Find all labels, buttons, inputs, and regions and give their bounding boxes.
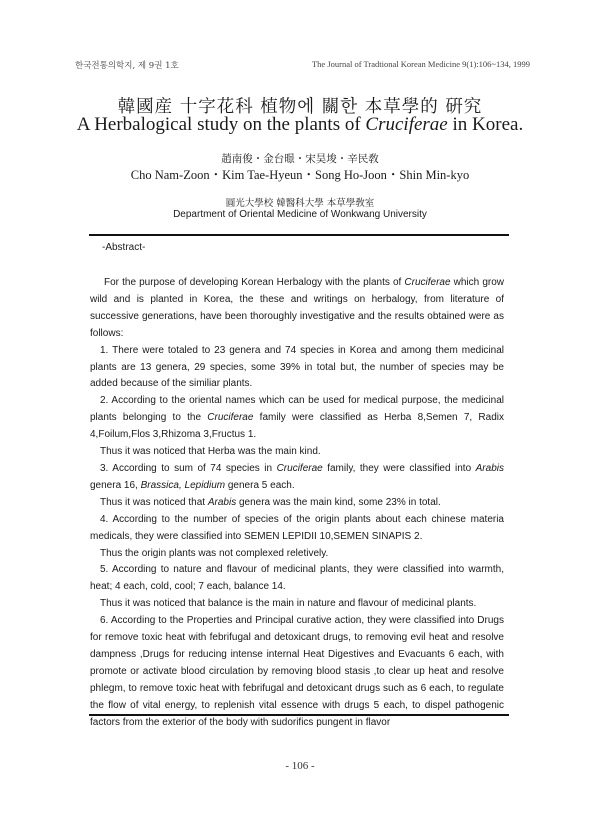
abstract-bottom-rule — [89, 714, 509, 716]
title-english — [0, 114, 600, 136]
authors-english: Cho Nam-Zoon・Kim Tae-Hyeun・Song Ho-Joon・Shin Min-kyo — [130, 168, 470, 182]
title-english-part2: in Korea. — [447, 114, 524, 135]
abstract-label: -Abstract- — [102, 242, 146, 253]
abstract-paragraph: Thus it was noticed that Arabis genera was the main kind, some 23% in total. — [100, 496, 441, 508]
abstract-paragraph: Thus it was noticed that balance is the main in nature and flavour of medicinal plants. — [100, 598, 477, 610]
title-english-italic: Cruciferae — [365, 114, 448, 135]
authors-korean: 趙南俊・金台暻・宋昊埈・辛民敎 — [221, 153, 379, 165]
abstract-paragraph: Thus the origin plants was not complexed reletively. — [100, 547, 329, 559]
title-english-part1: A Herbalogical study on the plants of — [76, 114, 366, 135]
abstract-paragraph: 5. According to nature and flavour of medicinal plants, they were classified into warmth, heat; 4 each, cold, cool; 7 each, balance 14. — [90, 564, 504, 593]
abstract-paragraph: For the purpose of developing Korean Herbalogy with the plants of Cruciferae which grow wild and is planted in Korea, the these and writings on herbalogy, from literature of successive generations, have been thoroughly investigative and the results obtained were as follows: — [90, 277, 504, 339]
running-header-journal: The Journal of Tradtional Korean Medicine 9(1):106~134, 1999 — [311, 59, 530, 69]
abstract-paragraph: 1. There were totaled to 23 genera and 74 species in Korea and among them medicinal plants are 13 genera, 29 species, some 39% in total but, the number of species may be added because of the similiar plants. — [90, 344, 504, 390]
abstract-paragraph: 2. According to the oriental names which can be used for medical purpose, the medicinal plants belonging to the Cruciferae family were classified as Herba 8,Semen 7, Radix 4,Foilum,Flos 3,Rhizoma 3,Fructus 1. — [90, 395, 505, 441]
page-number: - 106 - — [285, 760, 315, 772]
affiliation-korean: 圓光大學校 韓醫科大學 本草學敎室 — [225, 198, 375, 209]
abstract-paragraph: 4. According to the number of species of the origin plants about each chinese materia medicals, they were classified into SEMEN LEPIDII 10,SEMEN SINAPIS 2. — [90, 513, 504, 542]
affiliation-english: Department of Oriental Medicine of Wonkwang University — [173, 209, 427, 220]
abstract-paragraph: 3. According to sum of 74 species in Cruciferae family, they were classified into Arabis genera 16, Brassica, Lepidium genera 5 each. — [90, 462, 504, 491]
abstract-paragraph: 6. According to the Properties and Principal curative action, they were classified into Drugs for remove toxic heat with febrifugal and detoxicant drugs, to removing evil heat and resolve dampness ,Drugs for reducing intense internal Heat Digestives and Evacuants 6 each, with promote or activate blood circulation by removing blood stasis ,to clear up heat and resolve phlegm, to remove toxic heat with febrifugal and detoxicant drugs such as 6 each, to regulate the flow of vital energy, to replenish vital essence with drugs 5 each, to dispel pathogenic factors from the exterior of the body with sudorifics pungent in flavor — [90, 615, 504, 728]
abstract-paragraph: Thus it was noticed that Herba was the main kind. — [100, 446, 321, 458]
title-korean: 韓國産 十字花科 植物에 關한 本草學的 硏究 — [117, 97, 483, 117]
running-header-korean: 한국전통의학지, 제 9권 1호 — [75, 61, 179, 71]
abstract-top-rule — [89, 234, 509, 236]
abstract-body — [90, 275, 504, 731]
